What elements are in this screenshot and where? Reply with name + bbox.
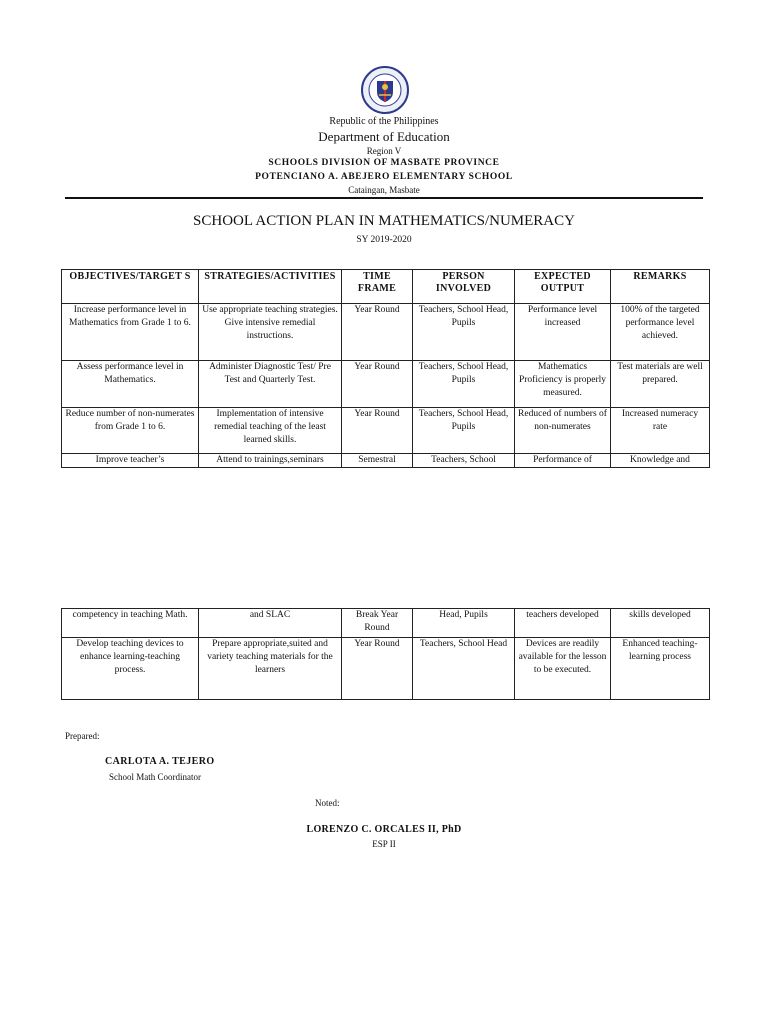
- table-row: [62, 408, 710, 454]
- table-row: [62, 361, 710, 408]
- person-cell: Teachers, School Head: [413, 638, 515, 700]
- strategy-cell: and SLAC: [199, 609, 342, 638]
- remarks-cell: Enhanced teaching-learning process: [611, 638, 710, 700]
- remarks-cell: skills developed: [611, 609, 710, 638]
- noter-name: LORENZO C. ORCALES II, PhD: [306, 824, 462, 835]
- objective-cell: Increase performance level in Mathematics from Grade 1 to 6.: [62, 304, 199, 361]
- strategy-cell: Attend to trainings,seminars: [199, 454, 342, 468]
- objective-cell: competency in teaching Math.: [62, 609, 199, 638]
- region-line: Region V: [366, 146, 402, 156]
- remarks-cell: Increased numeracy rate: [611, 408, 710, 454]
- output-cell: Mathematics Proficiency is properly measured.: [515, 361, 611, 408]
- table-header-row: [62, 270, 710, 304]
- division-name: SCHOOLS DIVISION OF MASBATE PROVINCE: [268, 158, 500, 168]
- person-cell: Teachers, School: [413, 454, 515, 468]
- strategy-cell: Prepare appropriate,suited and variety teaching materials for the learners: [199, 638, 342, 700]
- school-year: SY 2019-2020: [356, 235, 412, 245]
- time-frame-cell: Year Round: [342, 638, 413, 700]
- person-cell: Teachers, School Head, Pupils: [413, 408, 515, 454]
- remarks-cell: Test materials are well prepared.: [611, 361, 710, 408]
- department-name: Department of Education: [318, 129, 450, 144]
- republic-line: Republic of the Philippines: [329, 116, 439, 127]
- table-row: [62, 304, 710, 361]
- person-cell: Head, Pupils: [413, 609, 515, 638]
- remarks-cell: Knowledge and: [611, 454, 710, 468]
- objective-cell: Improve teacher’s: [62, 454, 199, 468]
- remarks-cell: 100% of the targeted performance level achieved.: [611, 304, 710, 361]
- table-row: [62, 638, 710, 700]
- action-plan-table: [61, 269, 710, 468]
- person-cell: Teachers, School Head, Pupils: [413, 361, 515, 408]
- objective-cell: Assess performance level in Mathematics.: [62, 361, 199, 408]
- school-location: Cataingan, Masbate: [348, 185, 420, 195]
- column-header: TIME FRAME: [342, 270, 413, 304]
- table-row: [62, 454, 710, 468]
- school-name: POTENCIANO A. ABEJERO ELEMENTARY SCHOOL: [255, 172, 513, 182]
- time-frame-cell: Semestral: [342, 454, 413, 468]
- time-frame-cell: Year Round: [342, 304, 413, 361]
- prepared-label: Prepared:: [65, 731, 100, 741]
- action-plan-table-continued: [61, 608, 710, 700]
- output-cell: Performance level increased: [515, 304, 611, 361]
- output-cell: teachers developed: [515, 609, 611, 638]
- column-header: REMARKS: [611, 270, 710, 304]
- strategy-cell: Administer Diagnostic Test/ Pre Test and Quarterly Test.: [199, 361, 342, 408]
- column-header: PERSON INVOLVED: [413, 270, 515, 304]
- time-frame-cell: Year Round: [342, 408, 413, 454]
- deped-seal-logo: [350, 65, 420, 115]
- column-header: EXPECTED OUTPUT: [515, 270, 611, 304]
- strategy-cell: Implementation of intensive remedial teaching of the least learned skills.: [199, 408, 342, 454]
- person-cell: Teachers, School Head, Pupils: [413, 304, 515, 361]
- preparer-role: School Math Coordinator: [109, 772, 201, 782]
- objective-cell: Reduce number of non-numerates from Grade 1 to 6.: [62, 408, 199, 454]
- strategy-cell: Use appropriate teaching strategies. Give intensive remedial instructions.: [199, 304, 342, 361]
- document-title: SCHOOL ACTION PLAN IN MATHEMATICS/NUMERACY: [193, 213, 575, 229]
- objective-cell: Develop teaching devices to enhance learning-teaching process.: [62, 638, 199, 700]
- output-cell: Performance of: [515, 454, 611, 468]
- output-cell: Devices are readily available for the lesson to be executed.: [515, 638, 611, 700]
- noter-role: ESP II: [372, 839, 396, 849]
- column-header: OBJECTIVES/TARGET S: [62, 270, 199, 304]
- noted-label: Noted:: [315, 798, 340, 808]
- column-header: STRATEGIES/ACTIVITIES: [199, 270, 342, 304]
- header-divider: [65, 197, 703, 199]
- preparer-name: CARLOTA A. TEJERO: [105, 756, 215, 767]
- output-cell: Reduced of numbers of non-numerates: [515, 408, 611, 454]
- time-frame-cell: Year Round: [342, 361, 413, 408]
- table-row: [62, 609, 710, 638]
- time-frame-cell: Break Year Round: [342, 609, 413, 638]
